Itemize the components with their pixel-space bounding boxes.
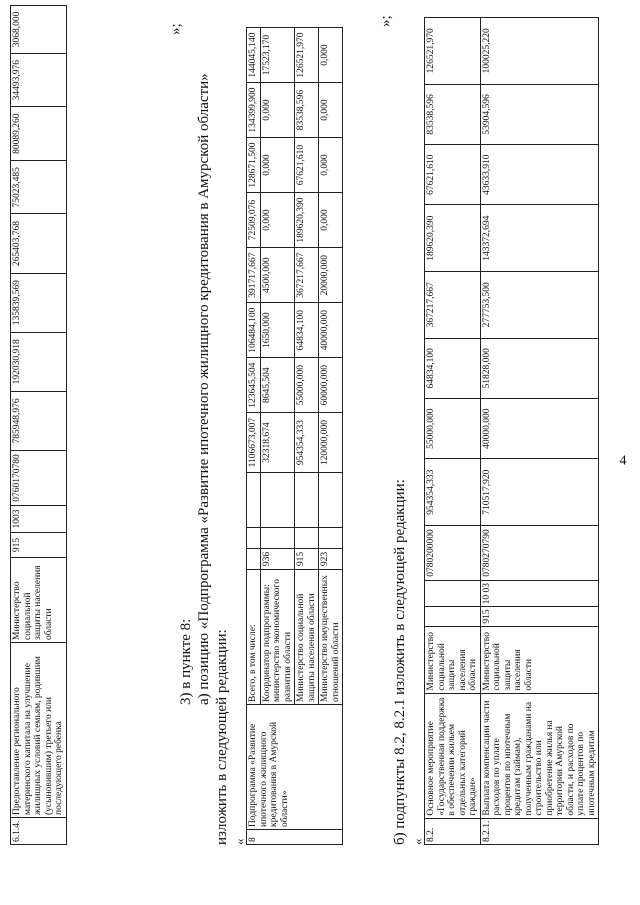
value-cell: 55000,000 [425, 399, 481, 459]
value-cell: 0,000 [260, 83, 295, 138]
exec-cell: Министерство социальной защиты населения области [480, 626, 599, 693]
value-cell: 710517,920 [480, 459, 599, 526]
blank-cell [295, 473, 319, 528]
value-cell: 1650,000 [260, 303, 295, 358]
value-cell: 123645,504 [247, 358, 261, 413]
exec-cell: Министерство социальной защиты населения области [11, 558, 67, 643]
exec-cell: Министерство социальной защиты населения области [295, 570, 319, 705]
value-cell: 135839,569 [11, 273, 67, 332]
page-number: 4 [619, 453, 627, 469]
value-cell: 265403,768 [11, 214, 67, 273]
exec-cell: Координатор подпрограммы: министерство экономического развития области [260, 570, 295, 705]
grbs-cell: 915 [480, 607, 599, 626]
value-cell: 67621,610 [295, 138, 319, 193]
value-cell: 106484,100 [247, 303, 261, 358]
value-cell: 0,000 [260, 193, 295, 248]
table-8-2 [424, 17, 599, 845]
value-cell: 391717,667 [247, 248, 261, 303]
value-cell: 0,000 [260, 138, 295, 193]
value-cell: 134399,900 [247, 83, 261, 138]
value-cell: 189620,390 [295, 193, 319, 248]
rzpr-cell [425, 581, 481, 607]
grbs-cell [247, 549, 261, 570]
code-cell: 6.1.4. [11, 818, 67, 845]
table-row [11, 6, 67, 845]
blank-cell [247, 528, 261, 549]
table-6-1-4 [10, 5, 67, 845]
value-cell: 53904,596 [480, 84, 599, 144]
desc-cell: Основное мероприятие «Государственная поддержка в обеспечении жильем отдельных категорий граждан» [425, 693, 481, 818]
opening-quote-1: « [232, 838, 247, 845]
value-cell: 64834,100 [425, 338, 481, 398]
grbs-cell: 923 [319, 549, 343, 570]
exec-cell: Всего, в том числе: [247, 570, 261, 705]
item-b-text: б) подпункты 8.2, 8.2.1 изложить в следующей редакции: [392, 479, 408, 845]
item-3-heading: 3) в пункте 8: [178, 618, 194, 705]
value-cell: 785948,976 [11, 391, 67, 450]
desc-cell: Предоставление регионального материнского капитала на улучшение жилищных условий семьям, родившим (усыновившим) третьего или последующего ребенка [11, 643, 67, 818]
value-cell: 126521,970 [425, 18, 481, 85]
value-cell: 126521,970 [295, 28, 319, 83]
value-cell: 72509,076 [247, 193, 261, 248]
table-row [425, 18, 481, 845]
value-cell: 0,000 [319, 138, 343, 193]
blank-cell [247, 473, 261, 528]
value-cell: 144045,140 [247, 28, 261, 83]
value-cell: 67621,610 [425, 145, 481, 205]
exec-cell: Министерство социальной защиты населения области [425, 626, 481, 693]
code-cell: 8 [247, 830, 343, 845]
value-cell: 954354,333 [295, 413, 319, 473]
table-row [480, 18, 599, 845]
value-cell: 83538,596 [295, 83, 319, 138]
blank-cell [295, 528, 319, 549]
item-a-text-cont: изложить в следующей редакции: [214, 629, 230, 845]
value-cell: 100025,220 [480, 18, 599, 85]
code-cell: 8.2. [425, 818, 481, 844]
item-a-text: а) позицию «Подпрограмма «Развитие ипотечного жилищного кредитования в Амурской области» [196, 73, 212, 705]
table-subprogram-8 [246, 27, 343, 845]
value-cell: 0,000 [319, 28, 343, 83]
closing-quote-1: »; [168, 23, 184, 35]
value-cell: 143372,694 [480, 205, 599, 272]
closing-quote-2: »; [378, 15, 394, 27]
value-cell: 192030,918 [11, 332, 67, 391]
value-cell: 3068,000 [11, 6, 67, 54]
desc-cell: Выплата компенсации части расходов по уплате процентов по ипотечным кредитам (займам), полученным гражданами на строительство или приобретение жилья на территории Амурской области, и расходов по уплате процентов по ипотечным кредитам [480, 693, 599, 818]
value-cell: 0,000 [319, 83, 343, 138]
grbs-cell: 936 [260, 549, 295, 570]
csr-cell: 0780200000 [425, 526, 481, 581]
blank-cell [260, 528, 295, 549]
value-cell: 40000,000 [319, 303, 343, 358]
value-cell: 1106673,007 [247, 413, 261, 473]
opening-quote-2: « [410, 838, 425, 845]
value-cell: 128671,500 [247, 138, 261, 193]
value-cell: 120000,000 [319, 413, 343, 473]
table-row [247, 28, 261, 845]
value-cell: 83538,596 [425, 84, 481, 144]
value-cell: 64834,100 [295, 303, 319, 358]
value-cell: 75023,485 [11, 160, 67, 214]
value-cell: 43633,910 [480, 145, 599, 205]
grbs-cell: 915 [11, 533, 67, 558]
value-cell: 55000,000 [295, 358, 319, 413]
rzpr-cell: 10 03 [480, 581, 599, 607]
value-cell: 51828,000 [480, 338, 599, 398]
name-cell: Подпрограмма «Развитие ипотечного жилищного кредитования в Амурской области» [247, 705, 343, 830]
exec-cell: Министерство имущественных отношений области [319, 570, 343, 705]
blank-cell [260, 473, 295, 528]
value-cell: 17523,170 [260, 28, 295, 83]
value-cell: 34493,976 [11, 53, 67, 107]
grbs-cell [425, 607, 481, 626]
value-cell: 40000,000 [480, 399, 599, 459]
csr-cell: 0760170780 [11, 451, 67, 506]
value-cell: 367217,667 [295, 248, 319, 303]
csr-cell: 0780270790 [480, 526, 599, 581]
grbs-cell: 915 [295, 549, 319, 570]
value-cell: 60000,000 [319, 358, 343, 413]
rzpr-cell: 1003 [11, 506, 67, 533]
value-cell: 954354,333 [425, 459, 481, 526]
value-cell: 189620,390 [425, 205, 481, 272]
blank-cell [319, 473, 343, 528]
value-cell: 8645,504 [260, 358, 295, 413]
value-cell: 4500,000 [260, 248, 295, 303]
blank-cell [319, 528, 343, 549]
value-cell: 80089,260 [11, 107, 67, 161]
value-cell: 20000,000 [319, 248, 343, 303]
value-cell: 32318,674 [260, 413, 295, 473]
value-cell: 367217,667 [425, 272, 481, 339]
code-cell: 8.2.1. [480, 818, 599, 844]
value-cell: 277753,500 [480, 272, 599, 339]
value-cell: 0,000 [319, 193, 343, 248]
